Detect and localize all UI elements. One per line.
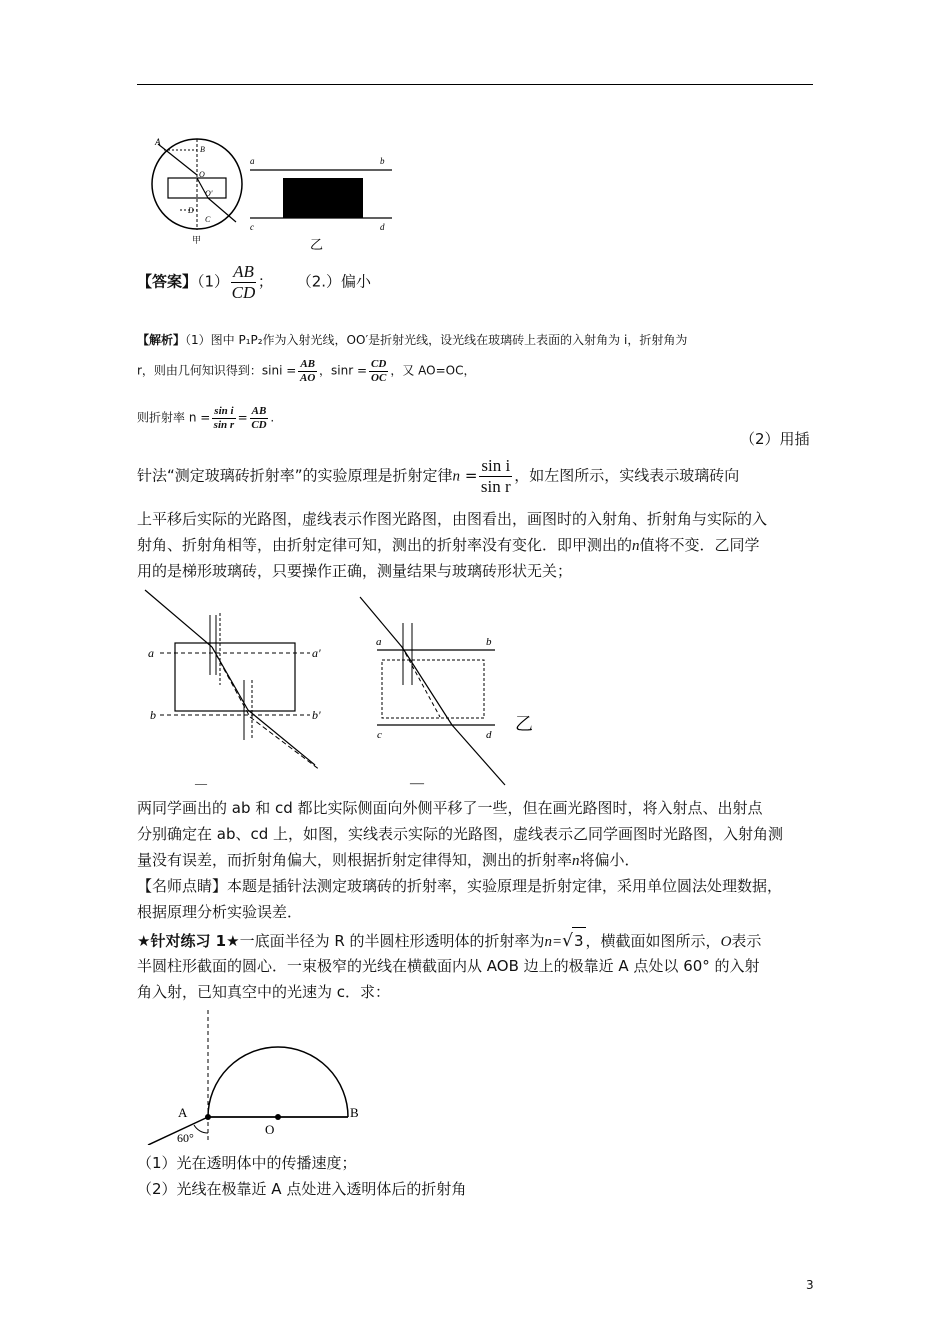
para1-line-4: 用的是梯形玻璃砖，只要操作正确，测量结果与玻璃砖形状无关； — [137, 562, 573, 580]
figure-1 — [150, 130, 400, 250]
header-rule — [137, 84, 813, 85]
figure-3 — [140, 1005, 380, 1145]
exercise-line-2: 半圆柱形截面的圆心．一束极窄的光线在横截面内从 AOB 边上的极靠近 A 点处以 60° 的入射 — [137, 957, 760, 975]
fig2r-label-d: d — [486, 729, 492, 741]
fig2-label-b: b — [150, 708, 156, 722]
fig1-label-a: a — [250, 156, 255, 166]
fig1-label-b: b — [380, 156, 385, 166]
fig1-caption-jia: 甲 — [192, 235, 202, 245]
fig1-label-B: B — [200, 145, 205, 154]
para2-line-1: 两同学画出的 ab 和 cd 都比实际侧面向外侧平移了一些，但在画光路图时，将入射点、出射点 — [137, 799, 763, 817]
fig1-label-O-prime: O' — [205, 189, 213, 198]
answer-line: 【答案】（1） $\frac{AB}{CD}$ ； （2.）偏小 — [137, 262, 372, 302]
fig2-caption-mid: — — [410, 776, 424, 791]
fig2r-label-a: a — [376, 636, 382, 648]
fig3-label-A: A — [178, 1105, 188, 1120]
para1-line-2: 上平移后实际的光路图，虚线表示作图光路图，由图看出，画图时的入射角、折射角与实际的入 — [137, 510, 768, 528]
fig1-label-A: A — [155, 137, 161, 147]
question-1: （1）光在透明体中的传播速度； — [137, 1154, 357, 1172]
fig2r-label-c: c — [377, 729, 382, 741]
fig3-label-angle: 60° — [177, 1131, 194, 1145]
fig2-label-a-prime: a' — [312, 646, 321, 660]
fig2-label-a: a — [148, 646, 154, 660]
fig2r-label-b: b — [486, 636, 492, 648]
fig1-label-c: c — [250, 222, 254, 232]
para1-line-1: 针法“测定玻璃砖折射率”的实验原理是折射定律n = $\frac{\text{sin i}}{\text{sin r}}$ ，如左图所示，实线表示玻璃砖向 — [137, 456, 740, 496]
fig2-label-b-prime: b' — [312, 708, 321, 722]
analysis-line-2: r，则由几何知识得到：sini = $\frac{AB}{AO}$ ，sinr = $\frac{CD}{OC}$ ，又 AO=OC， — [137, 358, 476, 384]
exercise-line-1: ★针对练习 1★一底面半径为 R 的半圆柱形透明体的折射率为n=√3 ，横截面如图所示，O表示 — [137, 927, 817, 955]
fig3-label-B: B — [350, 1105, 359, 1120]
analysis-line-1: 【解析】（1）图中 P₁P₂作为入射光线，OO′是折射光线，设光线在玻璃砖上表面的入射角为 i，折射角为 — [137, 333, 688, 347]
para2-line-5: 根据原理分析实验误差． — [137, 903, 303, 921]
fig2-caption-yi: 乙 — [515, 714, 533, 734]
exercise-line-3: 角入射，已知真空中的光速为 c．求： — [137, 983, 391, 1001]
fig1-label-O: O — [199, 170, 205, 179]
fig1-label-D: D — [188, 206, 194, 215]
para2-line-4: 【名师点睛】本题是插针法测定玻璃砖的折射率，实验原理是折射定律，采用单位圆法处理数据， — [137, 877, 783, 895]
fig1-label-C: C — [205, 215, 211, 224]
para2-line-2: 分别确定在 ab、cd 上，如图，实线表示实际的光路图，虚线表示乙同学画图时光路图，入射角测 — [137, 825, 784, 843]
para1-line-3: 射角、折射角相等，由折射定律可知，测出的折射率没有变化．即甲测出的n值将不变．乙同学 — [137, 536, 760, 554]
para2-line-3: 量没有误差，而折射角偏大，则根据折射定律得知，测出的折射率n将偏小． — [137, 851, 640, 869]
fig2-caption-left: — — [195, 776, 207, 790]
fig3-label-O: O — [265, 1122, 275, 1137]
fig1-caption-yi: 乙 — [310, 237, 324, 250]
page-number: 3 — [806, 1278, 814, 1292]
figure-2 — [140, 585, 540, 795]
question-2: （2）光线在极靠近 A 点处进入透明体后的折射角 — [137, 1180, 467, 1198]
answer-fraction: $\frac{AB}{CD}$ — [231, 262, 256, 302]
fig1-label-d: d — [380, 222, 385, 232]
analysis-line-3: 则折射率 n = $\frac{\text{sin i}}{\text{sin r}}$ = $\frac{AB}{CD}$ . — [137, 405, 275, 431]
analysis-part2-tail: （2）用插 — [740, 430, 810, 448]
